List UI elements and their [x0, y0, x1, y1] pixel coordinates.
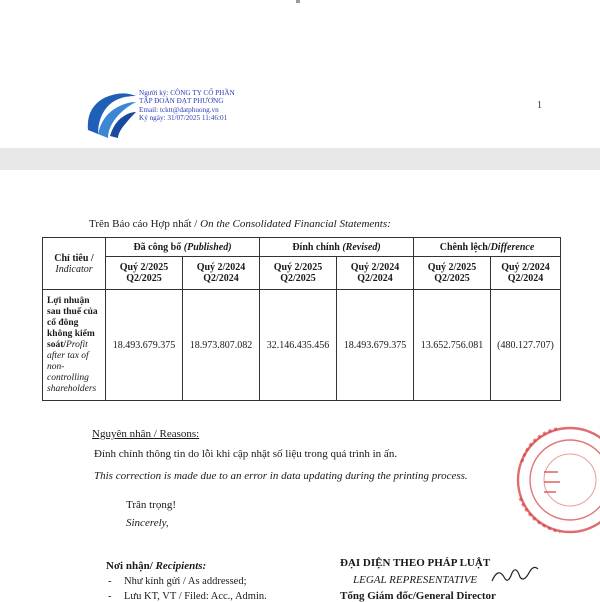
- representative-title-en: LEGAL REPRESENTATIVE: [353, 574, 478, 586]
- representative-position: Tổng Giám đốc/General Director: [340, 590, 496, 602]
- period-header: Quý 2/2025 Q2/2025: [414, 257, 491, 290]
- company-logo-icon: [82, 90, 138, 140]
- regards-vi: Trân trọng!: [126, 499, 177, 511]
- group-published: Đã công bố (Published): [106, 238, 260, 257]
- digital-signature-info: [139, 89, 235, 123]
- signer-email: Email: tcktt@datphuong.vn: [139, 105, 219, 114]
- group-revised: Đính chính (Revised): [260, 238, 414, 257]
- scan-mark: [296, 0, 300, 3]
- representative-title-vi: ĐẠI DIỆN THEO PHÁP LUẬT: [340, 557, 491, 569]
- period-header: Quý 2/2024 Q2/2024: [183, 257, 260, 290]
- value-cell: 18.493.679.375: [337, 290, 414, 401]
- period-header: Quý 2/2025 Q2/2025: [260, 257, 337, 290]
- reasons-label: Nguyên nhân / Reasons:: [92, 428, 200, 440]
- table-row: [43, 290, 561, 401]
- page-separator: [0, 148, 600, 170]
- value-cell: 13.652.756.081: [414, 290, 491, 401]
- reason-text-vi: Đính chính thông tin do lỗi khi cập nhật số liệu trong quá trình in ấn.: [94, 448, 398, 460]
- sign-date: Ký ngày: 31/07/2025 11:46:01: [139, 114, 228, 123]
- recipient-item: - Lưu KT, VT / Filed: Acc., Admin.: [108, 591, 267, 602]
- value-cell: (480.127.707): [491, 290, 561, 401]
- period-header: Quý 2/2024 Q2/2024: [337, 257, 414, 290]
- recipient-item: - Như kính gửi / As addressed;: [108, 576, 247, 587]
- section-title-vi: Trên Báo cáo Hợp nhất /: [89, 218, 198, 230]
- group-difference: Chênh lệch/Difference: [414, 238, 561, 257]
- value-cell: 18.973.807.082: [183, 290, 260, 401]
- page-number: 1: [537, 100, 542, 111]
- company-stamp-icon: [500, 412, 600, 542]
- reason-text-en: This correction is made due to an error in data updating during the printing process.: [94, 470, 468, 482]
- period-header: Quý 2/2025 Q2/2025: [106, 257, 183, 290]
- financial-table: [42, 237, 561, 401]
- value-cell: 18.493.679.375: [106, 290, 183, 401]
- section-title-en: On the Consolidated Financial Statements:: [200, 218, 391, 230]
- period-header: Quý 2/2024 Q2/2024: [491, 257, 561, 290]
- recipients-label: Nơi nhận/ Recipients:: [106, 560, 207, 572]
- indicator-header: Chỉ tiêu / Indicator: [43, 238, 106, 290]
- signer-name: Người ký: CÔNG TY CỔ PHẦN: [139, 89, 235, 97]
- value-cell: 32.146.435.456: [260, 290, 337, 401]
- row-indicator: Lợi nhuận sau thuế của cổ đông không kiểm soát/Profit after tax of non-controlling shareholders: [43, 290, 106, 401]
- section-title: [89, 218, 391, 230]
- signer-name-line2: TẬP ĐOÀN ĐẠT PHƯƠNG: [139, 97, 224, 106]
- handwritten-signature-icon: [490, 563, 540, 587]
- regards-en: Sincerely,: [126, 517, 169, 529]
